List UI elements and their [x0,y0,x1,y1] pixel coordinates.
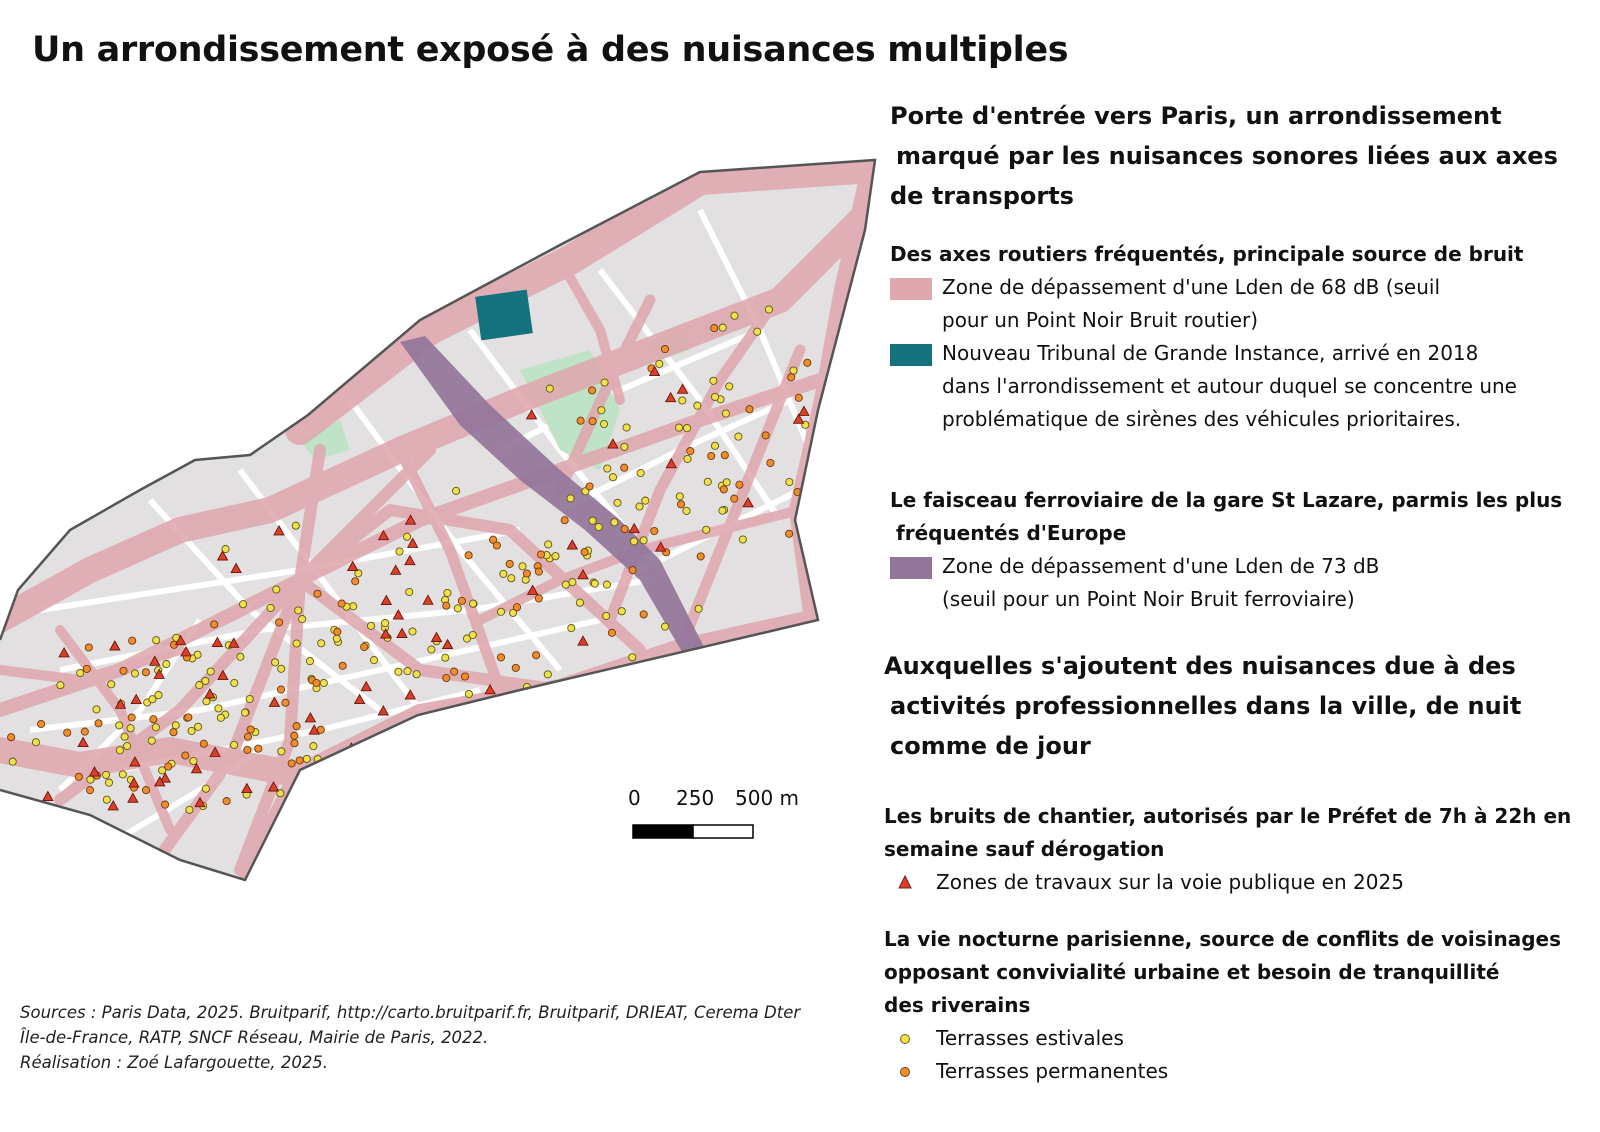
summer-terrace-dot [679,397,686,404]
legend-works-heading-line2: semaine sauf dérogation [884,837,1165,861]
works-zone-triangle [397,771,407,780]
permanent-terrace-dot [629,567,636,574]
permanent-terrace-dot [142,669,149,676]
permanent-terrace-dot [561,517,568,524]
map-title: Un arrondissement exposé à des nuisances multiples [32,30,1069,70]
permanent-terrace-dot [523,570,530,577]
summer-terrace-dot [790,367,797,374]
permanent-terrace-dot [247,726,254,733]
permanent-terrace-dot [95,720,102,727]
legend-works-heading-line1: Les bruits de chantier, autorisés par le Préfet de 7h à 22h en [884,804,1572,828]
permanent-terrace-dot [128,714,135,721]
legend-tribunal [890,337,1580,436]
permanent-terrace-dot [686,672,693,679]
permanent-terrace-dot [288,760,295,767]
permanent-terrace-dot [200,740,207,747]
scale-tick-500: 500 m [735,786,800,810]
permanent-terrace-dot [497,654,504,661]
permanent-terrace-dot-icon [898,1065,912,1079]
summer-terrace-dot [519,563,526,570]
summer-terrace-dot [569,579,576,586]
scale-bar [628,786,812,846]
summer-terrace-dot [739,536,746,543]
summer-terrace-dot [423,732,430,739]
summer-terrace-dot [203,698,210,705]
legend-road-heading: Des axes routiers fréquentés, principale source de bruit [890,242,1524,266]
permanent-terrace-dot [339,662,346,669]
summer-terrace-dot [310,743,317,750]
sources-line1: Sources : Paris Data, 2025. Bruitparif, http://carto.bruitparif.fr, Bruitparif, DRIEAT, Cerema Dter [20,1003,801,1022]
summer-terrace-dot [695,605,702,612]
permanent-terrace-dot [605,688,612,695]
permanent-terrace-dot [293,723,300,730]
summer-terrace-dot [406,588,413,595]
summer-terrace-dot [119,771,126,778]
legend-works-heading [884,800,1580,866]
permanent-terrace-dot [211,621,218,628]
permanent-terrace-dot [277,686,284,693]
permanent-terrace-dot [804,359,811,366]
summer-terrace-dot [231,741,238,748]
permanent-terrace-dot [255,745,262,752]
summer-terrace-dot [273,586,280,593]
summer-terrace-dot [609,474,616,481]
legend [884,96,1580,1088]
summer-terrace-dot [604,465,611,472]
summer-terrace-dot [754,328,761,335]
works-triangle-icon [898,875,912,889]
permanent-terrace-dot [291,732,298,739]
summer-terrace-dot [675,424,682,431]
summer-terrace-dot [719,324,726,331]
summer-terrace-dot [683,507,690,514]
summer-terrace-dot [735,433,742,440]
summer-terrace-dot [710,377,717,384]
permanent-terrace-dot [296,757,303,764]
summer-terrace-dot [246,695,253,702]
summer-terrace-dot [237,653,244,660]
permanent-terrace-dot [711,325,718,332]
permanent-terrace-dot [721,452,728,459]
legend-road-zone-line2: pour un Point Noir Bruit routier) [942,308,1259,332]
summer-terrace-dot [299,616,306,623]
permanent-terrace-dot [530,705,537,712]
summer-terrace-dot [57,682,64,689]
legend-rail-heading-line2: fréquentés d'Europe [896,521,1127,545]
summer-terrace-dot [190,757,197,764]
summer-terrace-dot [155,692,162,699]
permanent-terrace-dot [424,756,431,763]
permanent-terrace-dot [150,716,157,723]
permanent-terrace-dot [244,733,251,740]
summer-terrace-dot [267,604,274,611]
permanent-terrace-dot [338,600,345,607]
legend-works-label: Zones de travaux sur la voie publique en 2025 [936,870,1404,894]
legend-night-heading [884,923,1580,1022]
summer-terrace-dot [722,410,729,417]
summer-terrace-dot [618,608,625,615]
permanent-terrace-dot [621,464,628,471]
summer-terrace-dot [116,747,123,754]
permanent-terrace-dot [513,604,520,611]
permanent-terrace-dot [586,483,593,490]
permanent-terrace-dot [162,801,169,808]
summer-terrace-dot [87,776,94,783]
legend-section-activities-line3: comme de jour [890,732,1091,760]
summer-terrace-dot [598,407,605,414]
permanent-terrace-dot [81,728,88,735]
permanent-terrace-dot [697,553,704,560]
summer-terrace-dot [186,806,193,813]
permanent-terrace-dot [120,667,127,674]
legend-rail-zone [890,550,1580,616]
summer-terrace-dot [93,706,100,713]
permanent-terrace-dot [64,729,71,736]
permanent-terrace-dot [746,406,753,413]
legend-night-heading-line3: des riverains [884,993,1031,1017]
permanent-terrace-dot [352,578,359,585]
permanent-terrace-dot [458,597,465,604]
permanent-terrace-dot [484,710,491,717]
summer-terrace-dot [765,306,772,313]
summer-terrace-dot [694,402,701,409]
permanent-terrace-dot [535,568,542,575]
summer-terrace-dot [731,312,738,319]
scale-tick-0: 0 [628,786,641,810]
summer-terrace-dot [453,487,460,494]
summer-terrace-dot [367,622,374,629]
legend-tribunal-line2: dans l'arrondissement et autour duquel se concentre une [942,374,1517,398]
summer-terrace-dot [306,658,313,665]
permanent-terrace-dot [533,652,540,659]
legend-summer-label: Terrasses estivales [936,1026,1124,1050]
summer-terrace-dot [77,669,84,676]
legend-night-heading-line1: La vie nocturne parisienne, source de conflits de voisinages [884,927,1562,951]
permanent-terrace-dot [319,793,326,800]
permanent-terrace-dot [443,602,450,609]
works-zone-triangle [23,804,33,813]
permanent-terrace-dot [687,448,694,455]
permanent-terrace-dot [314,590,321,597]
permanent-terrace-dot [223,798,230,805]
summer-terrace-dot [292,522,299,529]
permanent-terrace-dot [537,551,544,558]
permanent-terrace-dot [535,595,542,602]
summer-terrace-dot [497,608,504,615]
summer-terrace-dot [621,443,628,450]
permanent-terrace-dot [577,417,584,424]
permanent-terrace-dot [788,374,795,381]
summer-terrace-dot [195,723,202,730]
summer-terrace-dot [121,733,128,740]
summer-terrace-dot [202,677,209,684]
permanent-terrace-dot [8,734,15,741]
permanent-terrace-dot [500,705,507,712]
permanent-terrace-dot [720,486,727,493]
summer-terrace-dot [603,581,610,588]
permanent-terrace-dot [276,619,283,626]
summer-terrace-dot [404,533,411,540]
legend-section-transport-line2: marqué par les nuisances sonores liées aux axes [896,142,1558,170]
summer-terrace-dot [103,796,110,803]
summer-terrace-dot [723,479,730,486]
summer-terrace-dot [412,764,419,771]
summer-terrace-dot [544,671,551,678]
permanent-terrace-dot [581,549,588,556]
permanent-terrace-dot [165,763,172,770]
summer-terrace-dot [152,724,159,731]
summer-terrace-dot [148,737,155,744]
summer-terrace-dot [278,665,285,672]
summer-terrace-dot [661,623,668,630]
summer-terrace-dot [207,668,214,675]
summer-terrace-dot [545,541,552,548]
permanent-terrace-dot [651,527,658,534]
permanent-terrace-dot [282,699,289,706]
permanent-terrace-dot [786,530,793,537]
permanent-terrace-dot [291,740,298,747]
rail-zone-swatch [890,557,932,579]
permanent-terrace-dot [185,714,192,721]
summer-terrace-dot [552,553,559,560]
summer-terrace-dot [124,742,131,749]
summer-terrace-dot [656,360,663,367]
summer-terrace-dot [127,725,134,732]
legend-rail-zone-line2: (seuil pour un Point Noir Bruit ferroviaire) [942,587,1355,611]
summer-terrace-dot [623,424,630,431]
summer-terrace-dot [278,748,285,755]
tribunal-swatch [890,344,932,366]
summer-terrace-dot [320,679,327,686]
permanent-terrace-dot [313,679,320,686]
permanent-terrace-dot [621,525,628,532]
summer-terrace-dot [469,631,476,638]
summer-terrace-dot [601,379,608,386]
summer-terrace-dot [546,385,553,392]
permanent-terrace-dot [661,346,668,353]
permanent-terrace-dot [731,495,738,502]
summer-terrace-dot [629,654,636,661]
permanent-terrace-dot [506,560,513,567]
permanent-terrace-dot [244,746,251,753]
permanent-terrace-dot [361,643,368,650]
legend-section-activities-line1: Auxquelles s'ajoutent des nuisances due à des [884,652,1516,680]
summer-terrace-dot [704,478,711,485]
permanent-terrace-dot [170,729,177,736]
summer-terrace-dot [350,603,357,610]
summer-terrace-dot [637,469,644,476]
summer-terrace-dot [508,575,515,582]
permanent-terrace-dot [182,752,189,759]
summer-terrace-dot [428,646,435,653]
permanent-terrace-dot [342,773,349,780]
summer-terrace-dot [711,393,718,400]
summer-terrace-dot [589,517,596,524]
summer-terrace-dot [638,693,645,700]
legend-rail-heading-line1: Le faisceau ferroviaire de la gare St Lazare, parmis les plus [890,488,1563,512]
summer-terrace-dot [231,679,238,686]
summer-terrace-dot [703,526,710,533]
legend-summer-terraces [890,1022,1580,1055]
legend-section-transport-line3: de transports [890,182,1074,210]
summer-terrace-dot [396,548,403,555]
summer-terrace-dot [562,581,569,588]
summer-terrace-dot [404,668,411,675]
permanent-terrace-dot [451,668,458,675]
summer-terrace-dot [684,455,691,462]
summer-terrace-dot [395,668,402,675]
summer-terrace-dot [568,625,575,632]
summer-terrace-dot [105,779,112,786]
permanent-terrace-dot [75,773,82,780]
summer-terrace-dot [611,519,618,526]
summer-terrace-dot [303,755,310,762]
summer-terrace-dot [153,637,160,644]
summer-terrace-dot [382,620,389,627]
legend-section-transport-line1: Porte d'entrée vers Paris, un arrondissement [890,102,1502,130]
summer-terrace-dot [241,709,248,716]
summer-terrace-dot-icon [898,1032,912,1046]
legend-section-transport-title [890,96,1580,216]
permanent-terrace-dot [512,664,519,671]
summer-terrace-dot [9,758,16,765]
legend-rail-zone-line1: Zone de dépassement d'une Lden de 73 dB [942,554,1380,578]
summer-terrace-dot [202,785,209,792]
summer-terrace-dot [440,751,447,758]
permanent-terrace-dot [608,629,615,636]
summer-terrace-dot [318,640,325,647]
permanent-terrace-dot [767,459,774,466]
permanent-terrace-dot [736,481,743,488]
legend-tribunal-line1: Nouveau Tribunal de Grande Instance, arrivé en 2018 [942,341,1479,365]
permanent-terrace-dot [490,700,497,707]
summer-terrace-dot [409,628,416,635]
sources-credits [20,1000,800,1075]
permanent-terrace-dot [795,394,802,401]
permanent-terrace-dot [465,552,472,559]
summer-terrace-dot [359,747,366,754]
permanent-terrace-dot [762,432,769,439]
summer-terrace-dot [131,670,138,677]
summer-terrace-dot [601,420,608,427]
summer-terrace-dot [293,640,300,647]
summer-terrace-dot [444,589,451,596]
permanent-terrace-dot [86,787,93,794]
summer-terrace-dot [676,493,683,500]
summer-terrace-dot [108,681,115,688]
summer-terrace-dot [614,499,621,506]
tribunal-building [475,290,533,341]
legend-road-zone [890,271,1580,337]
summer-terrace-dot [640,537,647,544]
legend-section-activities-title [884,646,1580,766]
summer-terrace-dot [711,442,718,449]
permanent-terrace-dot [38,720,45,727]
works-zone-triangle [399,760,409,769]
summer-terrace-dot [188,727,195,734]
summer-terrace-dot [636,503,643,510]
legend-permanent-label: Terrasses permanentes [936,1059,1169,1083]
legend-tribunal-line3: problématique de sirènes des véhicules prioritaires. [942,407,1462,431]
road-zone-swatch [890,278,932,300]
summer-terrace-dot [719,507,726,514]
legend-road-zone-line1: Zone de dépassement d'une Lden de 68 dB (seuil [942,275,1441,299]
permanent-terrace-dot [288,803,295,810]
legend-rail-heading [890,484,1580,550]
permanent-terrace-dot [142,787,149,794]
summer-terrace-dot [454,605,461,612]
summer-terrace-dot [116,722,123,729]
summer-terrace-dot [240,601,247,608]
summer-terrace-dot [272,659,279,666]
summer-terrace-dot [465,690,472,697]
permanent-terrace-dot [677,501,684,508]
summer-terrace-dot [603,612,610,619]
permanent-terrace-dot [85,644,92,651]
summer-terrace-dot [595,523,602,530]
permanent-terrace-dot [589,418,596,425]
summer-terrace-dot [376,746,383,753]
summer-terrace-dot [102,771,109,778]
permanent-terrace-dot [377,771,384,778]
summer-terrace-dot [567,495,574,502]
legend-night-heading-line2: opposant convivialité urbaine et besoin de tranquillité [884,960,1500,984]
summer-terrace-dot [295,607,302,614]
permanent-terrace-dot [437,755,444,762]
summer-terrace-dot [375,743,382,750]
summer-terrace-dot [591,580,598,587]
legend-works-item [890,866,1580,899]
summer-terrace-dot [442,654,449,661]
permanent-terrace-dot [443,674,450,681]
summer-terrace-dot [642,497,649,504]
legend-permanent-terraces [890,1055,1580,1088]
summer-terrace-dot [217,714,224,721]
summer-terrace-dot [475,731,482,738]
permanent-terrace-dot [493,542,500,549]
sources-line3: Réalisation : Zoé Lafargouette, 2025. [20,1053,329,1072]
summer-terrace-dot [163,661,170,668]
permanent-terrace-dot [83,665,90,672]
permanent-terrace-dot [129,637,136,644]
summer-terrace-dot [726,383,733,390]
summer-terrace-dot [413,671,420,678]
summer-terrace-dot [32,739,39,746]
summer-terrace-dot [786,478,793,485]
permanent-terrace-dot [640,611,647,618]
permanent-terrace-dot [708,452,715,459]
legend-section-activities-line2: activités professionnelles dans la ville, de nuit [890,692,1522,720]
summer-terrace-dot [576,599,583,606]
permanent-terrace-dot [461,673,468,680]
summer-terrace-dot [630,538,637,545]
summer-terrace-dot [469,600,476,607]
sources-line2: Île-de-France, RATP, SNCF Réseau, Mairie de Paris, 2022. [20,1028,489,1047]
permanent-terrace-dot [334,628,341,635]
summer-terrace-dot [333,635,340,642]
scale-tick-250: 250 [676,786,715,810]
summer-terrace-dot [500,570,507,577]
summer-terrace-dot [172,722,179,729]
summer-terrace-dot [370,657,377,664]
summer-terrace-dot [215,705,222,712]
summer-terrace-dot [683,425,690,432]
permanent-terrace-dot [589,387,596,394]
